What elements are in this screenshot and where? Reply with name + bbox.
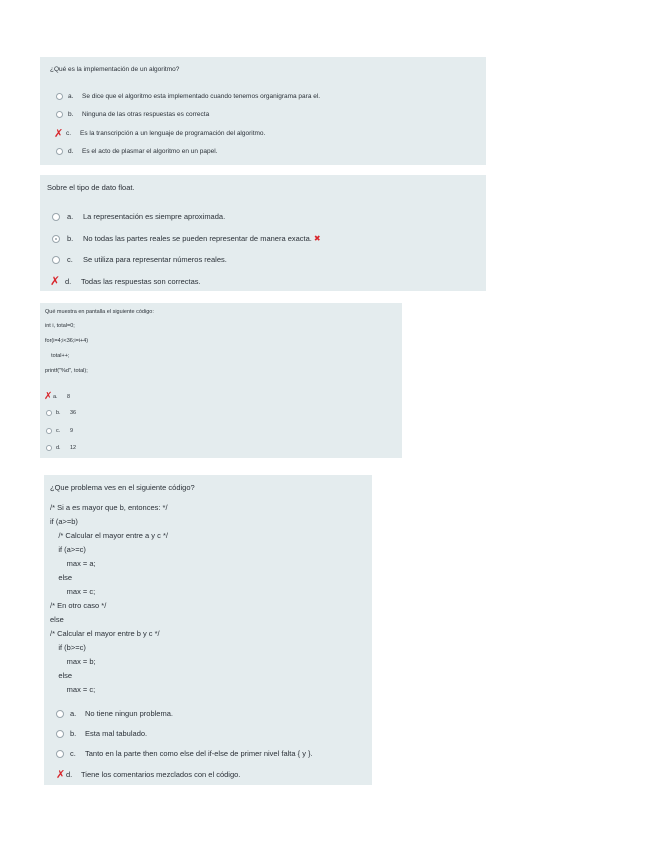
option-b[interactable]: b. Ninguna de las otras respuestas es correcta bbox=[56, 111, 209, 118]
code-line: else bbox=[50, 615, 64, 624]
option-c[interactable]: c. 9 bbox=[46, 428, 73, 434]
code-line: int i, total=0; bbox=[45, 323, 75, 329]
code-line: if (a>=b) bbox=[50, 517, 78, 526]
option-a[interactable]: a. Se dice que el algoritmo esta implementado cuando tenemos organigrama para el. bbox=[56, 93, 320, 100]
incorrect-icon: ✗ bbox=[44, 391, 53, 402]
code-line: max = a; bbox=[50, 559, 96, 568]
radio-button[interactable] bbox=[56, 710, 64, 718]
option-a[interactable]: a. No tiene ningun problema. bbox=[56, 709, 173, 718]
radio-button[interactable] bbox=[56, 148, 63, 155]
question-text: Qué muestra en pantalla el siguiente código: bbox=[45, 309, 154, 315]
incorrect-icon: ✗ bbox=[56, 768, 66, 781]
option-c[interactable]: c. Se utiliza para representar números reales. bbox=[52, 255, 227, 264]
question-text: Sobre el tipo de dato float. bbox=[47, 183, 135, 192]
code-line: max = b; bbox=[50, 657, 96, 666]
code-line: /* Calcular el mayor entre a y c */ bbox=[50, 531, 168, 540]
option-c[interactable]: c. Tanto en la parte then como else del if-else de primer nivel falta { y }. bbox=[56, 749, 313, 758]
radio-button[interactable] bbox=[52, 256, 60, 264]
code-line: /* Si a es mayor que b, entonces: */ bbox=[50, 503, 168, 512]
option-d[interactable]: ✗ d. Todas las respuestas son correctas. bbox=[50, 274, 201, 288]
code-line: if (a>=c) bbox=[50, 545, 86, 554]
question-card-3 bbox=[40, 303, 402, 458]
incorrect-flag-icon: ✖ bbox=[313, 234, 321, 243]
code-line: else bbox=[50, 573, 73, 582]
code-line: /* Calcular el mayor entre b y c */ bbox=[50, 629, 160, 638]
option-b[interactable]: b. Esta mal tabulado. bbox=[56, 729, 147, 738]
question-text: ¿Qué es la implementación de un algoritmo? bbox=[50, 66, 180, 73]
option-c[interactable]: ✗ c. Es la transcripción a un lenguaje de programación del algoritmo. bbox=[54, 127, 266, 140]
code-line: /* En otro caso */ bbox=[50, 601, 107, 610]
code-line: for(i=4;i<36;i=i+4) bbox=[45, 338, 89, 344]
option-d[interactable]: d. Es el acto de plasmar el algoritmo en un papel. bbox=[56, 148, 218, 155]
code-line: if (b>=c) bbox=[50, 643, 86, 652]
radio-button[interactable] bbox=[52, 213, 60, 221]
question-text: ¿Que problema ves en el siguiente código? bbox=[50, 483, 195, 492]
code-line: total++; bbox=[45, 353, 70, 359]
option-a[interactable]: a. La representación es siempre aproximada. bbox=[52, 212, 225, 221]
radio-button[interactable] bbox=[56, 111, 63, 118]
question-card-1 bbox=[40, 57, 486, 165]
option-d[interactable]: ✗ d. Tiene los comentarios mezclados con el código. bbox=[56, 768, 241, 781]
radio-button[interactable] bbox=[46, 445, 52, 451]
radio-button[interactable] bbox=[56, 730, 64, 738]
incorrect-icon: ✗ bbox=[54, 127, 64, 140]
option-d[interactable]: d. 12 bbox=[46, 445, 76, 451]
code-line: max = c; bbox=[50, 685, 96, 694]
question-card-4 bbox=[44, 475, 372, 785]
code-line: else bbox=[50, 671, 73, 680]
code-line: max = c; bbox=[50, 587, 96, 596]
radio-button[interactable] bbox=[56, 750, 64, 758]
incorrect-icon: ✗ bbox=[50, 274, 61, 288]
radio-button[interactable] bbox=[46, 410, 52, 416]
radio-button-selected[interactable] bbox=[52, 235, 60, 243]
option-b[interactable]: b. 36 bbox=[46, 410, 76, 416]
radio-button[interactable] bbox=[46, 428, 52, 434]
option-b[interactable]: b. No todas las partes reales se pueden representar de manera exacta. ✖ bbox=[52, 234, 321, 243]
code-line: printf("%d", total); bbox=[45, 368, 88, 374]
option-a[interactable]: ✗ a. 8 bbox=[44, 391, 71, 402]
question-card-2 bbox=[40, 175, 486, 291]
radio-button[interactable] bbox=[56, 93, 63, 100]
